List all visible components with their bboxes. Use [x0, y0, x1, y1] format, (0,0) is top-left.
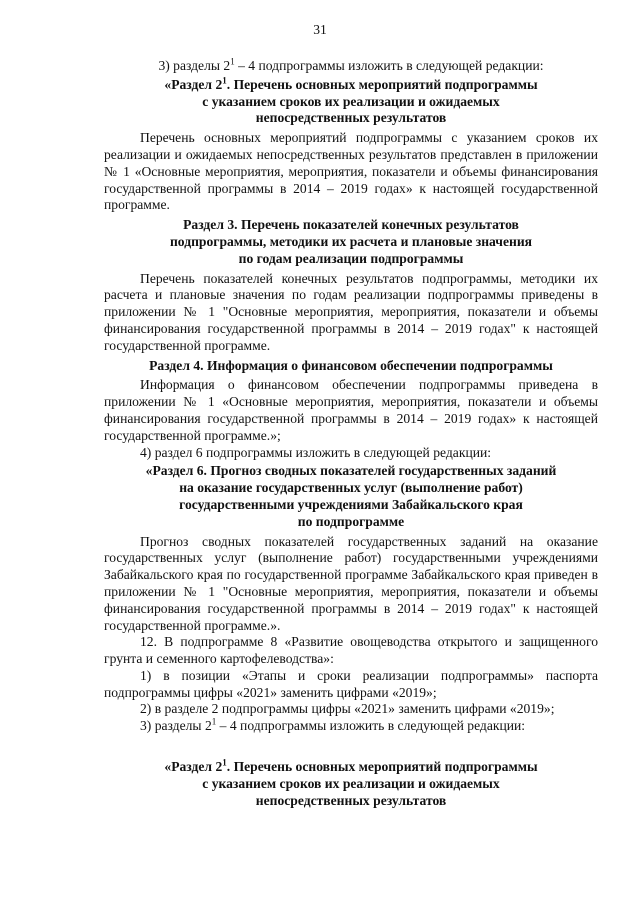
paragraph — [104, 718, 598, 735]
section-4-heading — [104, 358, 598, 375]
heading-fragment: . Перечень основных мероприятий подпрограммы — [226, 76, 538, 92]
text-fragment: 3) разделы 2 — [158, 58, 231, 73]
page-content — [104, 58, 598, 812]
superscript: 1 — [230, 56, 235, 67]
heading-line: государственными учреждениями Забайкальского края — [179, 496, 523, 512]
section-3-heading — [104, 217, 598, 267]
section-6-heading — [104, 463, 598, 530]
paragraph: Перечень показателей конечных результатов подпрограммы, методики их расчета и плановые значения по годам реализации подпрограммы приведены в приложении № 1 "Основные мероприятия, мероприятия, показатели и объемы финансирования государственной программы в 2014 – 2019 годах" к настоящей государственной программе. — [104, 270, 598, 353]
item-3-heading-line — [104, 58, 598, 75]
paragraph: Информация о финансовом обеспечении подпрограммы приведена в приложении № 1 «Основные мероприятия, мероприятия, показатели и объемы финансирования государственной программы в 2014 – 2019 годах» к настоящей государственной программе.»; — [104, 377, 598, 443]
page-number: 31 — [313, 22, 327, 37]
heading-line: подпрограммы, методики их расчета и плановые значения — [169, 233, 533, 249]
paragraph: 4) раздел 6 подпрограммы изложить в следующей редакции: — [140, 444, 492, 460]
heading-line: Раздел 3. Перечень показателей конечных результатов — [183, 217, 519, 233]
heading-line: с указанием сроков их реализации и ожидаемых — [202, 775, 500, 791]
heading-line: непосредственных результатов — [255, 110, 447, 126]
heading-line: на оказание государственных услуг (выполнение работ) — [179, 480, 523, 496]
section-2-heading-repeat — [104, 759, 598, 809]
heading-line: с указанием сроков их реализации и ожидаемых — [202, 93, 500, 109]
superscript: 1 — [211, 716, 217, 727]
paragraph: Прогноз сводных показателей государственных заданий на оказание государственных услуг (выполнение работ) государственными учреждениями Забайкальского края по государственной программе Забайкальского края приведен в приложении № 1 "Основные мероприятия, мероприятия, показатели и объемы финансирования государственной программы в 2014 – 2019 годах" к настоящей государственной программе.». — [104, 533, 598, 633]
heading-line: непосредственных результатов — [255, 792, 447, 808]
spacer — [104, 735, 598, 757]
paragraph: Перечень основных мероприятий подпрограммы с указанием сроков их реализации и ожидаемых непосредственных результатов представлен в приложении № 1 «Основные мероприятия, мероприятия, показатели и объемы финансирования государственной программы в 2014 – 2019 годах» к настоящей государственной программе. — [104, 130, 598, 213]
superscript: 1 — [222, 757, 227, 768]
text-fragment: 3) разделы 2 — [140, 718, 212, 734]
heading-fragment: «Раздел 2 — [164, 759, 223, 775]
text-fragment: – 4 подпрограммы изложить в следующей редакции: — [234, 58, 544, 73]
paragraph: 2) в разделе 2 подпрограммы цифры «2021» заменить цифрами «2019»; — [140, 701, 555, 717]
heading-line: по годам реализации подпрограммы — [238, 250, 464, 266]
section-2-heading — [104, 77, 598, 127]
heading-fragment: . Перечень основных мероприятий подпрограммы — [226, 759, 538, 775]
text-fragment: – 4 подпрограммы изложить в следующей редакции: — [216, 718, 526, 734]
heading-line: по подпрограмме — [297, 513, 405, 529]
heading-line: Раздел 4. Информация о финансовом обеспечении подпрограммы — [149, 357, 553, 373]
paragraph: 12. В подпрограмме 8 «Развитие овощеводства открытого и защищенного грунта и семенного картофелеводства»: — [104, 634, 598, 667]
paragraph: 1) в позиции «Этапы и сроки реализации подпрограммы» паспорта подпрограммы цифры «2021» заменить цифрами «2019»; — [104, 667, 598, 700]
superscript: 1 — [222, 75, 227, 86]
heading-line: «Раздел 6. Прогноз сводных показателей государственных заданий — [145, 463, 557, 479]
heading-fragment: «Раздел 2 — [164, 76, 223, 92]
